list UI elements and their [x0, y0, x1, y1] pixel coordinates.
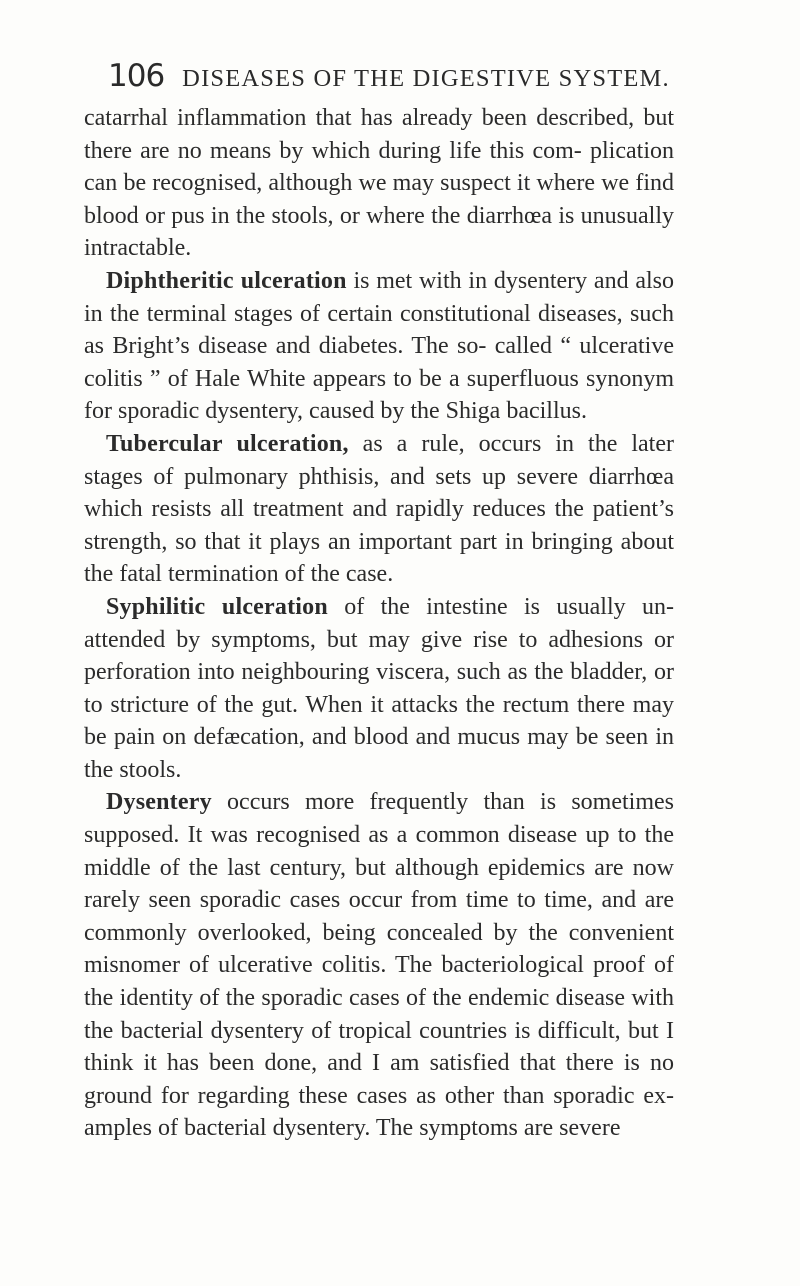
body-text [84, 102, 674, 1145]
paragraph-text: as a rule, occurs in the later stages of pulmonary phthisis, and sets up severe diarrhœa which resists all treatment and rapidly reduces the patient’s strength, so that it plays an important part in bringing about the fatal termination of the case. [84, 430, 674, 588]
paragraph-dysentery [84, 786, 674, 1145]
paragraph-tubercular [84, 428, 674, 591]
paragraph-text: catarrhal inflammation that has already been described, but there are no means by which during life this com- plication can be recognised, although we may suspect it where we find blood or pus in the stools, or where the diarrhœa is unusually intractable. [84, 105, 674, 262]
paragraph-text: occurs more frequently than is sometimes supposed. It was recognised as a common disease up to the middle of the last century, but although epidemics are now rarely seen sporadic cases occur from time to time, and are commonly overlooked, being concealed by the convenient misnomer of ulcerative colitis. The bacteriological proof of the identity of the sporadic cases of the endemic disease with the bacterial dysentery of tropical countries is difficult, but I think it has been done, and I am satisfied that there is no ground for regarding these cases as other than sporadic ex- amples of bacterial dysentery. The symptoms are severe [84, 789, 674, 1142]
paragraph-text: is met with in dysentery and also in the terminal stages of certain constitutional diseases, such as Bright’s disease and diabetes. The so- called “ ulcerative colitis ” of Hale White appears to be a superfluous synonym for sporadic dysentery, caused by the Shiga bacillus. [84, 267, 674, 425]
paragraph-text: of the intestine is usually un- attended by symptoms, but may give rise to adhesions or perforation into neighbouring viscera, such as the bladder, or to stricture of the gut. When it attacks the rectum there may be pain on defæcation, and blood and mucus may be seen in the stools. [84, 593, 674, 783]
page-number: 106 [108, 58, 165, 94]
paragraph-syphilitic [84, 591, 674, 787]
paragraph-lead: Dysentery [106, 789, 212, 816]
paragraph-lead: Tubercular ulceration, [106, 430, 349, 457]
running-head: DISEASES OF THE DIGESTIVE SYSTEM. [182, 65, 670, 92]
paragraph-continuation [84, 102, 674, 265]
paragraph-lead: Syphilitic ulceration [106, 593, 328, 620]
paragraph-diphtheritic [84, 265, 674, 428]
paragraph-lead: Diphtheritic ulceration [106, 267, 347, 294]
page-header [108, 58, 688, 102]
